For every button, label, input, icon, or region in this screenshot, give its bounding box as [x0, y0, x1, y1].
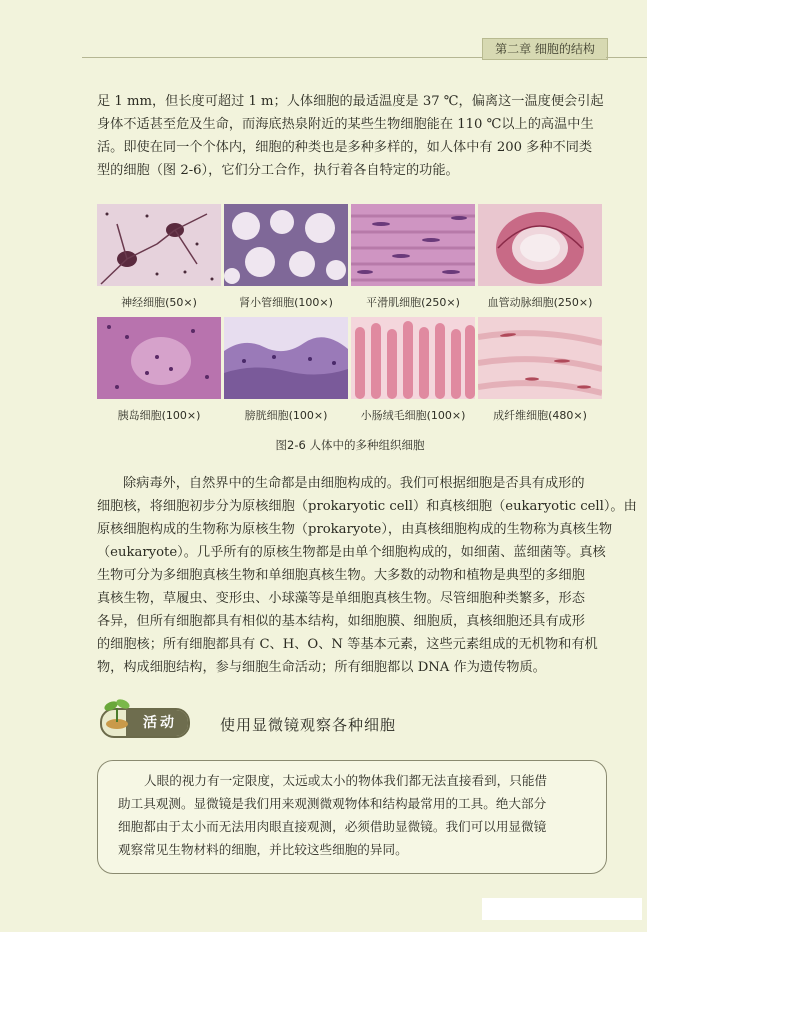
text-line: 人眼的视力有一定限度，太远或太小的物体我们都无法直接看到，只能借	[144, 773, 547, 788]
micrograph-smooth-muscle-cell	[351, 204, 475, 286]
caption-fibroblast-cell: 成纤维细胞(480×)	[493, 409, 587, 422]
scan-white-patch	[482, 898, 642, 920]
micrograph-fibroblast-cell	[478, 317, 602, 399]
activity-label: 活动	[143, 715, 177, 731]
caption-artery-cell: 血管动脉细胞(250×)	[487, 296, 593, 309]
caption-smooth-muscle-cell: 平滑肌细胞(250×)	[366, 296, 460, 309]
text-line: 各异，但所有细胞都具有相似的基本结构，如细胞膜、细胞质，真核细胞还具有成形	[97, 614, 585, 629]
page-header	[0, 36, 647, 58]
text-line: 真核生物，草履虫、变形虫、小球藻等是单细胞真核生物。尽管细胞种类繁多，形态	[97, 591, 585, 606]
micrograph-image	[351, 317, 475, 399]
micrograph-islet-cell	[97, 317, 221, 399]
text-line: 活。即使在同一个个体内，细胞的种类也是多种多样的，如人体中有 200 多种不同类	[97, 140, 593, 155]
header-rule-right	[606, 57, 647, 58]
micrograph-image	[97, 204, 221, 286]
micrograph-image	[351, 204, 475, 286]
paragraph-prokaryote-eukaryote	[97, 472, 637, 679]
micrograph-intestinal-villus-cell	[351, 317, 475, 399]
text-line: 身体不适甚至危及生命，而海底热泉附近的某些生物细胞能在 110 ℃以上的高温中生	[97, 117, 594, 132]
text-line: 细胞核，将细胞初步分为原核细胞（prokaryotic cell）和真核细胞（eukaryotic cell）。由	[97, 499, 637, 514]
text-line: 生物可分为多细胞真核生物和单细胞真核生物。大多数的动物和植物是典型的多细胞	[97, 568, 585, 583]
text-line: 足 1 mm，但长度可超过 1 m；人体细胞的最适温度是 37 ℃，偏离这一温度便会引起	[97, 94, 604, 109]
caption-bladder-cell: 膀胱细胞(100×)	[244, 409, 328, 422]
caption-intestinal-villus-cell: 小肠绒毛细胞(100×)	[360, 409, 466, 422]
figure-title: 图2-6 人体中的多种组织细胞	[275, 438, 425, 452]
activity-text-box	[97, 760, 607, 874]
micrograph-image	[478, 204, 602, 286]
caption-kidney-tubule-cell: 肾小管细胞(100×)	[239, 296, 333, 309]
text-line: 观察常见生物材料的细胞，并比较这些细胞的异同。	[118, 842, 408, 857]
text-line: 型的细胞（图 2-6），它们分工合作，执行着各自特定的功能。	[97, 163, 459, 178]
header-rule	[82, 57, 482, 58]
text-line: 细胞都由于太小而无法用肉眼直接观测，必须借助显微镜。我们可以用显微镜	[118, 819, 547, 834]
micrograph-image	[224, 317, 348, 399]
text-line: 的细胞核；所有细胞都具有 C、H、O、N 等基本元素，这些元素组成的无机物和有机	[97, 637, 598, 652]
micrograph-image	[97, 317, 221, 399]
sprout-icon	[102, 694, 132, 730]
text-line: 助工具观测。显微镜是我们用来观测微观物体和结构最常用的工具。绝大部分	[118, 796, 547, 811]
text-line: 原核细胞构成的生物称为原核生物（prokaryote），由真核细胞构成的生物称为真核生物	[97, 522, 613, 537]
activity-heading	[100, 700, 620, 740]
activity-title: 使用显微镜观察各种细胞	[220, 716, 397, 734]
micrograph-nerve-cell	[97, 204, 221, 286]
caption-islet-cell: 胰岛细胞(100×)	[117, 409, 201, 422]
micrograph-bladder-cell	[224, 317, 348, 399]
text-line: 除病毒外，自然界中的生命都是由细胞构成的。我们可根据细胞是否具有成形的	[123, 476, 585, 491]
text-line: 物，构成细胞结构，参与细胞生命活动；所有细胞都以 DNA 作为遗传物质。	[97, 660, 546, 675]
micrograph-image	[224, 204, 348, 286]
activity-text	[118, 769, 588, 861]
paragraph-cell-diversity	[97, 90, 607, 182]
micrograph-image	[478, 317, 602, 399]
text-line: （eukaryote）。几乎所有的原核生物都是由单个细胞构成的，如细菌、蓝细菌等。真核	[97, 545, 606, 560]
micrograph-artery-cell	[478, 204, 602, 286]
chapter-title: 第二章 细胞的结构	[482, 38, 608, 60]
caption-nerve-cell: 神经细胞(50×)	[121, 296, 197, 309]
micrograph-kidney-tubule-cell	[224, 204, 348, 286]
